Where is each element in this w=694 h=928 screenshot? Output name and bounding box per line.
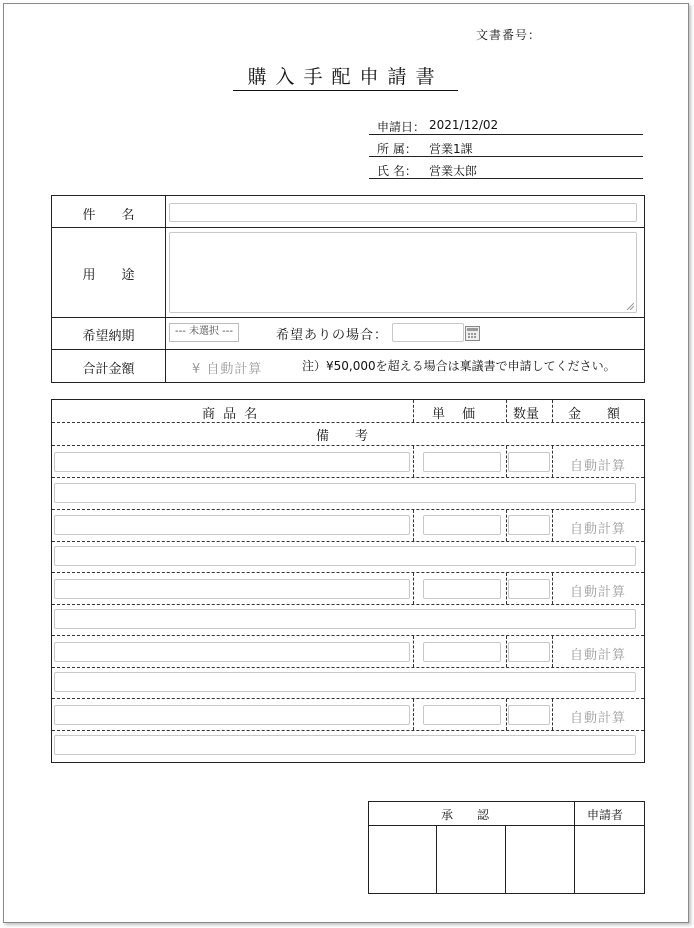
remarks-input[interactable]	[54, 546, 636, 566]
product-name-input[interactable]	[54, 515, 410, 535]
quantity-input[interactable]	[508, 515, 550, 535]
purpose-label: 用 途	[82, 268, 135, 283]
delivery-label: 希望納期	[82, 329, 135, 344]
product-name-input[interactable]	[54, 705, 410, 725]
unit-price-input[interactable]	[423, 452, 501, 472]
applicant-name-label: 氏 名：	[377, 164, 417, 178]
calendar-icon[interactable]	[465, 326, 480, 341]
document-page	[3, 3, 689, 923]
remarks-header: 備 考	[316, 429, 369, 444]
application-date-label: 申請日：	[377, 120, 426, 134]
amount-header: 金 額	[568, 407, 621, 422]
application-date-value: 2021/12/02	[429, 118, 499, 132]
quantity-input[interactable]	[508, 452, 550, 472]
application-date-row	[369, 114, 643, 135]
product-name-input[interactable]	[54, 579, 410, 599]
remarks-input[interactable]	[54, 483, 636, 503]
subject-label: 件 名	[82, 208, 135, 223]
product-name-header: 商 品 名	[202, 407, 260, 422]
row-amount-value: 自動計算	[570, 648, 627, 663]
department-label: 所 属：	[377, 142, 417, 156]
delivery-date-input[interactable]	[392, 323, 464, 342]
applicant-name-value: 営業太郎	[429, 164, 478, 178]
applicant-stamp-label: 申請者	[587, 808, 624, 822]
subject-input[interactable]	[169, 203, 637, 222]
unit-price-header: 単 価	[432, 407, 476, 422]
unit-price-input[interactable]	[423, 515, 501, 535]
unit-price-input[interactable]	[423, 579, 501, 599]
unit-price-input[interactable]	[423, 705, 501, 725]
department-row	[369, 136, 643, 157]
unit-price-input[interactable]	[423, 642, 501, 662]
department-value: 営業1課	[429, 142, 473, 156]
row-amount-value: 自動計算	[570, 711, 627, 726]
quantity-input[interactable]	[508, 642, 550, 662]
delivery-select[interactable]: --- 未選択 ---	[169, 323, 239, 342]
row-amount-value: 自動計算	[570, 522, 627, 537]
approval-label: 承 認	[441, 808, 490, 822]
page-title: 購入手配申請書	[233, 62, 458, 91]
quantity-input[interactable]	[508, 705, 550, 725]
resize-handle-icon[interactable]	[626, 302, 634, 310]
total-label: 合計金額	[82, 362, 135, 377]
remarks-input[interactable]	[54, 672, 636, 692]
purpose-textarea[interactable]	[169, 232, 637, 313]
approval-table	[368, 801, 645, 894]
product-name-input[interactable]	[54, 642, 410, 662]
request-form-table	[51, 195, 645, 383]
row-amount-value: 自動計算	[570, 585, 627, 600]
remarks-input[interactable]	[54, 735, 636, 755]
remarks-input[interactable]	[54, 609, 636, 629]
quantity-input[interactable]	[508, 579, 550, 599]
document-number-label: 文書番号：	[476, 28, 542, 42]
quantity-header: 数量	[513, 407, 540, 422]
total-amount-value: ¥ 自動計算	[192, 362, 263, 377]
delivery-date-label: 希望ありの場合：	[276, 328, 389, 343]
row-amount-value: 自動計算	[570, 459, 627, 474]
total-amount-note: 注）¥50,000を超える場合は稟議書で申請してください。	[302, 359, 616, 373]
product-name-input[interactable]	[54, 452, 410, 472]
applicant-name-row	[369, 158, 643, 179]
items-table	[51, 399, 645, 763]
